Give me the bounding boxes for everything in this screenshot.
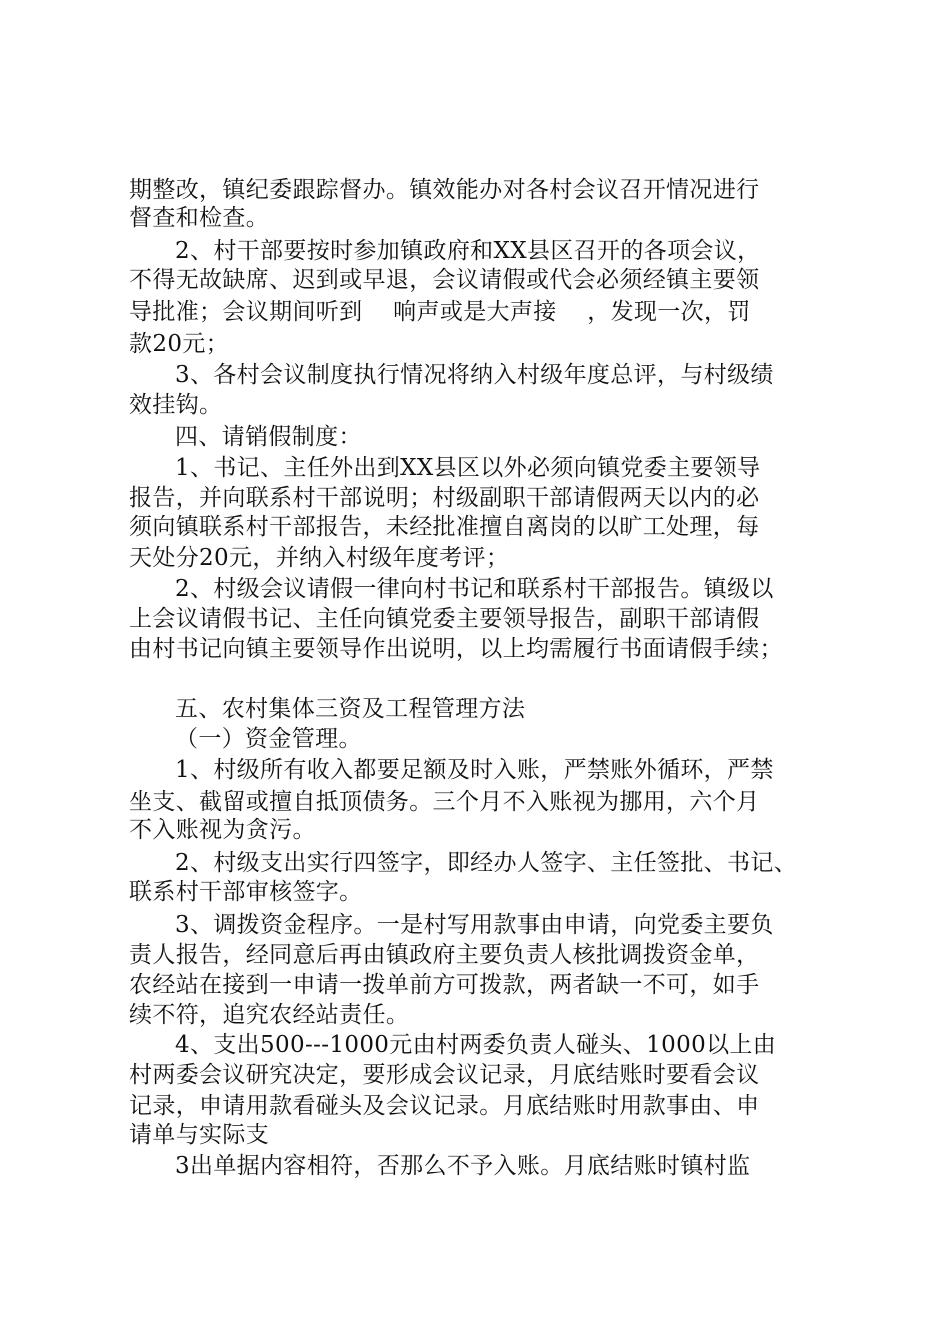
text-line: 1、村级所有收入都要足额及时入账，严禁账外循环，严禁	[175, 757, 774, 783]
text-line: 天处分20元，并纳入村级年度考评；	[129, 545, 510, 571]
text-line: 联系村干部审核签字。	[129, 879, 363, 905]
text-line: 上会议请假书记、主任向镇党委主要领导报告，副职干部请假	[129, 606, 760, 632]
text-line: 3出单据内容相符，否那么不予入账。月底结账时镇村监	[175, 1153, 751, 1179]
text-line: 3、调拨资金程序。一是村写用款事由申请，向党委主要负	[175, 912, 774, 938]
text-line: 村两委会议研究决定，要形成会议记录，月底结账时要看会议	[129, 1062, 760, 1088]
text-line: 由村书记向镇主要领导作出说明，以上均需履行书面请假手续；	[129, 636, 783, 662]
text-line: 导批准；会议期间听到 响声或是大声接 ，发现一次，罚	[129, 299, 751, 325]
text-line: 4、支出500---1000元由村两委负责人碰头、1000以上由	[175, 1032, 777, 1058]
text-line: 督查和检查。	[129, 205, 270, 231]
text-line: 效挂钩。	[129, 392, 223, 418]
text-line: 2、村级会议请假一律向村书记和联系村干部报告。镇级以	[175, 576, 774, 602]
text-line: 3、各村会议制度执行情况将纳入村级年度总评，与村级绩	[175, 362, 774, 388]
section-heading: 五、农村集体三资及工程管理方法	[175, 696, 526, 722]
text-line: 2、村干部要按时参加镇政府和XX县区召开的各项会议，	[175, 238, 761, 264]
text-line: 款20元；	[129, 331, 230, 357]
text-line: 报告，并向联系村干部说明；村级副职干部请假两天以内的必	[129, 485, 760, 511]
text-line: 不入账视为贪污。	[129, 817, 316, 843]
section-heading: 四、请销假制度：	[175, 424, 362, 450]
text-line: 须向镇联系村干部报告，未经批准擅自离岗的以旷工处理，每	[129, 514, 760, 540]
text-line: 记录，申请用款看碰头及会议记录。月底结账时用款事由、申	[129, 1093, 760, 1119]
text-line: 农经站在接到一申请一拨单前方可拨款，两者缺一不可，如手	[129, 972, 760, 998]
text-line: 期整改，镇纪委跟踪督办。镇效能办对各村会议召开情况进行	[129, 177, 760, 203]
text-line: 2、村级支出实行四签字，即经办人签字、主任签批、书记、	[175, 850, 798, 876]
text-line: 责人报告，经同意后再由镇政府主要负责人核批调拨资金单，	[129, 942, 760, 968]
text-line: 续不符，追究农经站责任。	[129, 1002, 410, 1028]
text-line: 坐支、截留或擅自抵顶债务。三个月不入账视为挪用，六个月	[129, 789, 760, 815]
text-line: 不得无故缺席、迟到或早退，会议请假或代会必须经镇主要领	[129, 267, 760, 293]
text-line: 请单与实际支	[129, 1122, 270, 1148]
text-line: 1、书记、主任外出到XX县区以外必须向镇党委主要领导	[175, 455, 761, 481]
subsection-heading: （一）资金管理。	[175, 726, 362, 752]
